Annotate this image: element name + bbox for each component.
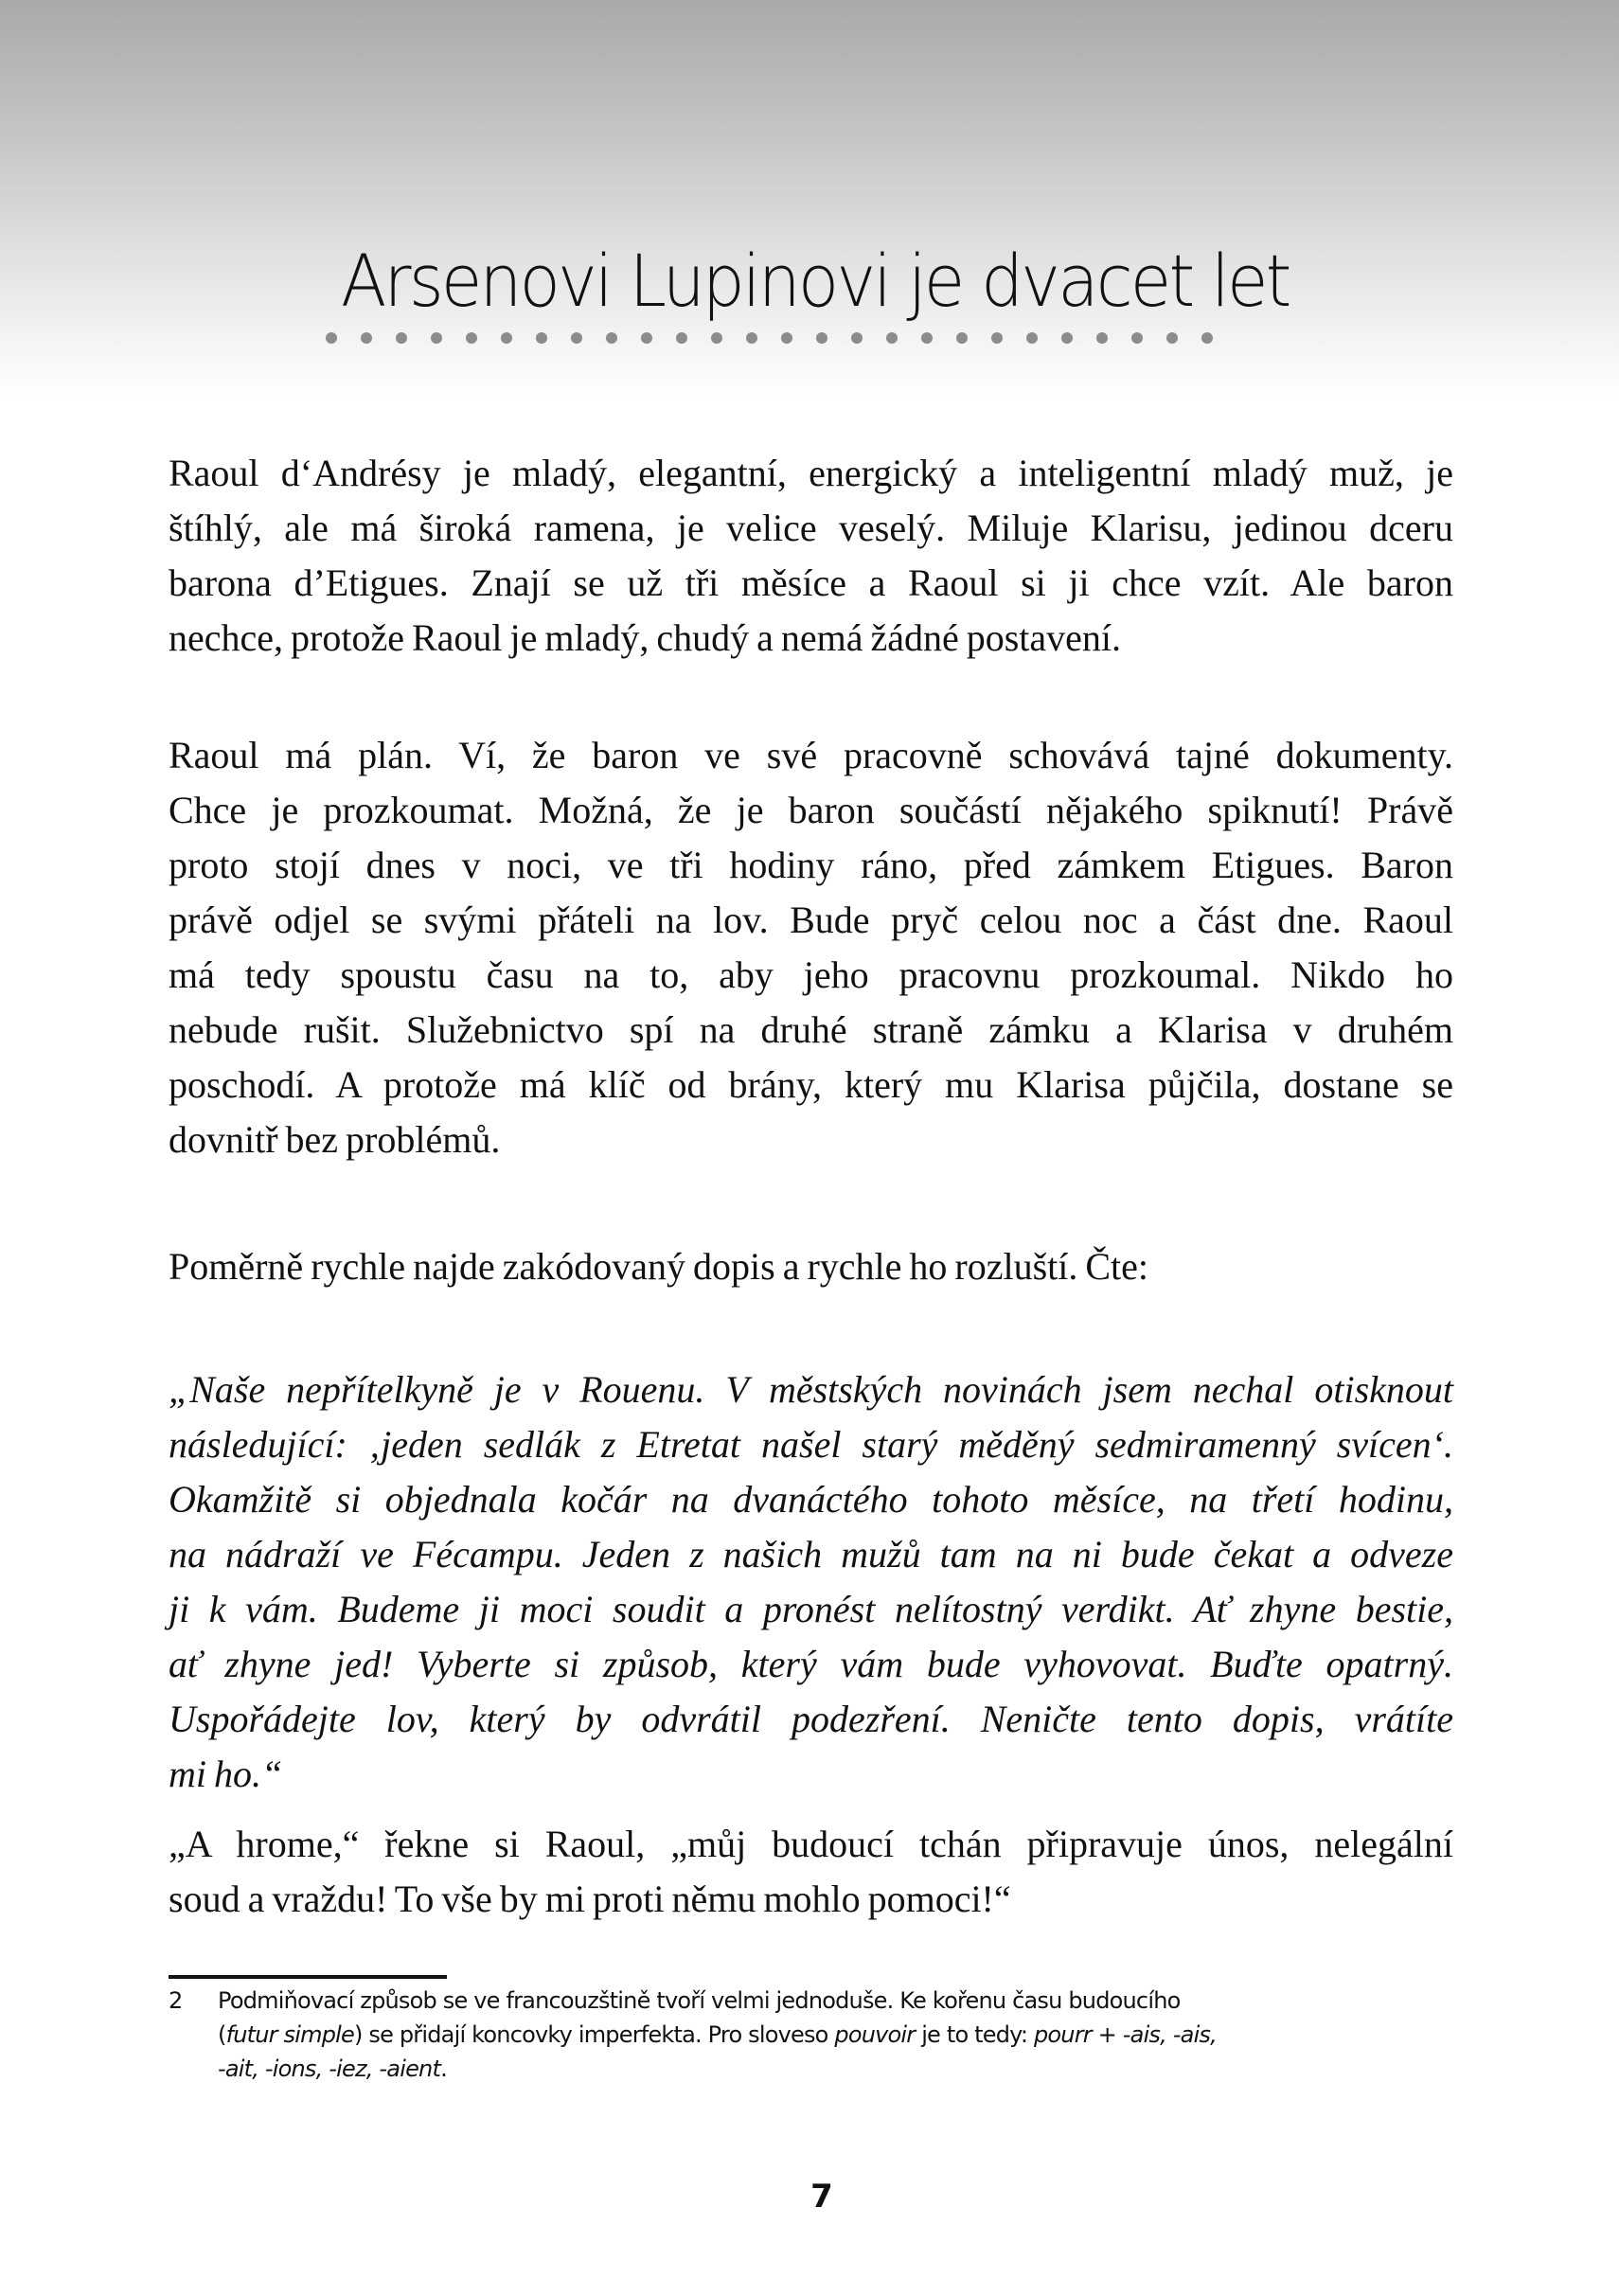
text-line: štíhlý, ale má široká ramena, je velice veselý. Miluje Klarisu, jedinou dceru bbox=[169, 507, 1453, 549]
divider-dot bbox=[991, 332, 1003, 344]
divider-dot bbox=[886, 332, 898, 344]
paragraph-decode bbox=[169, 1239, 1453, 1294]
text-line: nechce, protože Raoul je mladý, chudý a nemá žádné postavení. bbox=[169, 616, 1122, 659]
divider-dot bbox=[1166, 332, 1178, 344]
divider-dot bbox=[816, 332, 827, 344]
paragraph-intro bbox=[169, 446, 1453, 666]
divider-dot bbox=[956, 332, 968, 344]
text-line: na nádraží ve Fécampu. Jeden z našich mužů tam na ni bude čekat a odveze bbox=[169, 1533, 1453, 1575]
text-line: Chce je prozkoumat. Možná, že je baron součástí nějakého spiknutí! Právě bbox=[169, 789, 1453, 831]
text-line: poschodí. A protože má klíč od brány, který mu Klarisa půjčila, dostane se bbox=[169, 1063, 1453, 1106]
text-line: „Naše nepřítelkyně je v Rouenu. V městských novinách jsem nechal otisknout bbox=[169, 1368, 1453, 1411]
footnote-rule bbox=[169, 1975, 447, 1979]
divider-dot bbox=[1201, 332, 1213, 344]
footnote-italic-run: pourr + -ais, -ais, bbox=[1033, 2021, 1217, 2048]
divider-dot bbox=[1096, 332, 1108, 344]
text-line: Uspořádejte lov, který by odvrátil podezření. Neničte tento dopis, vrátíte bbox=[169, 1698, 1453, 1740]
footnote-italic-run: pouvoir bbox=[834, 2021, 916, 2048]
divider-dot bbox=[711, 332, 722, 344]
footnote-line bbox=[218, 2018, 1439, 2052]
divider-dot bbox=[606, 332, 617, 344]
footnote-run: . bbox=[440, 2056, 447, 2082]
text-line: nebude rušit. Služebnictvo spí na druhé straně zámku a Klarisa v druhém bbox=[169, 1008, 1453, 1051]
page-number: 7 bbox=[810, 2178, 833, 2216]
footnote-line bbox=[218, 1984, 1439, 2018]
text-line: ji k vám. Budeme ji moci soudit a pronést nelítostný verdikt. Ať zhyne bestie, bbox=[169, 1588, 1453, 1630]
footnote-line bbox=[218, 2052, 1439, 2086]
text-line: Okamžitě si objednala kočár na dvanáctého tohoto měsíce, na třetí hodinu, bbox=[169, 1478, 1453, 1521]
text-line: následující: ‚jeden sedlák z Etretat našel starý měděný sedmiramenný svícen‘. bbox=[169, 1423, 1453, 1466]
divider-dot bbox=[641, 332, 652, 344]
divider-dot bbox=[746, 332, 757, 344]
footnote-italic-run: futur simple bbox=[225, 2021, 354, 2048]
footnote-run: Podmiňovací způsob se ve francouzštině tvoří velmi jednoduše. Ke kořenu času budoucího bbox=[218, 1987, 1181, 2014]
footnote-italic-run: -ait, -ions, -iez, -aient bbox=[218, 2056, 441, 2082]
text-line: má tedy spoustu času na to, aby jeho pracovnu prozkoumal. Nikdo ho bbox=[169, 953, 1453, 996]
divider-dot bbox=[1061, 332, 1073, 344]
text-line: Poměrně rychle najde zakódovaný dopis a rychle ho rozluští. Čte: bbox=[169, 1245, 1149, 1288]
text-line: „A hrome,“ řekne si Raoul, „můj budoucí tchán připravuje únos, nelegální bbox=[169, 1823, 1453, 1865]
divider-dot bbox=[1131, 332, 1143, 344]
footnote-run: ( bbox=[218, 2021, 226, 2048]
divider-dot bbox=[676, 332, 687, 344]
divider-dot bbox=[431, 332, 442, 344]
divider-dot bbox=[921, 332, 933, 344]
footnote-text bbox=[218, 1984, 1439, 2086]
divider-dot bbox=[466, 332, 477, 344]
chapter-title: Arsenovi Lupinovi je dvacet let bbox=[341, 239, 1290, 323]
text-line: ať zhyne jed! Vyberte si způsob, který vám bude vyhovovat. Buďte opatrný. bbox=[169, 1643, 1453, 1685]
divider-dot bbox=[781, 332, 792, 344]
footnote-run: je to tedy: bbox=[915, 2021, 1034, 2048]
paragraph-plan bbox=[169, 728, 1453, 1167]
divider-dot bbox=[396, 332, 407, 344]
paragraph-raoul-reaction bbox=[169, 1817, 1453, 1927]
text-line: barona d’Etigues. Znají se už tři měsíce a Raoul si ji chce vzít. Ale baron bbox=[169, 561, 1453, 604]
divider-dot bbox=[326, 332, 337, 344]
text-line: dovnitř bez problémů. bbox=[169, 1118, 501, 1161]
paragraph-letter-quote bbox=[169, 1362, 1453, 1802]
text-line: proto stojí dnes v noci, ve tři hodiny ráno, před zámkem Etigues. Baron bbox=[169, 844, 1453, 886]
footnote-number: 2 bbox=[169, 1987, 183, 2014]
text-line: právě odjel se svými přáteli na lov. Bude pryč celou noc a část dne. Raoul bbox=[169, 899, 1453, 941]
text-line: Raoul d‘Andrésy je mladý, elegantní, energický a inteligentní mladý muž, je bbox=[169, 452, 1453, 494]
divider-dot bbox=[361, 332, 372, 344]
divider-dot bbox=[851, 332, 863, 344]
divider-dot bbox=[536, 332, 547, 344]
divider-dot bbox=[1026, 332, 1038, 344]
footnote-run: ) se přidají koncovky imperfekta. Pro sloveso bbox=[353, 2021, 835, 2048]
divider-dot bbox=[501, 332, 512, 344]
title-dot-divider bbox=[326, 332, 1213, 344]
text-line: soud a vraždu! To vše by mi proti němu mohlo pomoci!“ bbox=[169, 1878, 1011, 1920]
divider-dot bbox=[571, 332, 582, 344]
text-line: mi ho.“ bbox=[169, 1753, 283, 1795]
text-line: Raoul má plán. Ví, že baron ve své pracovně schovává tajné dokumenty. bbox=[169, 734, 1453, 776]
